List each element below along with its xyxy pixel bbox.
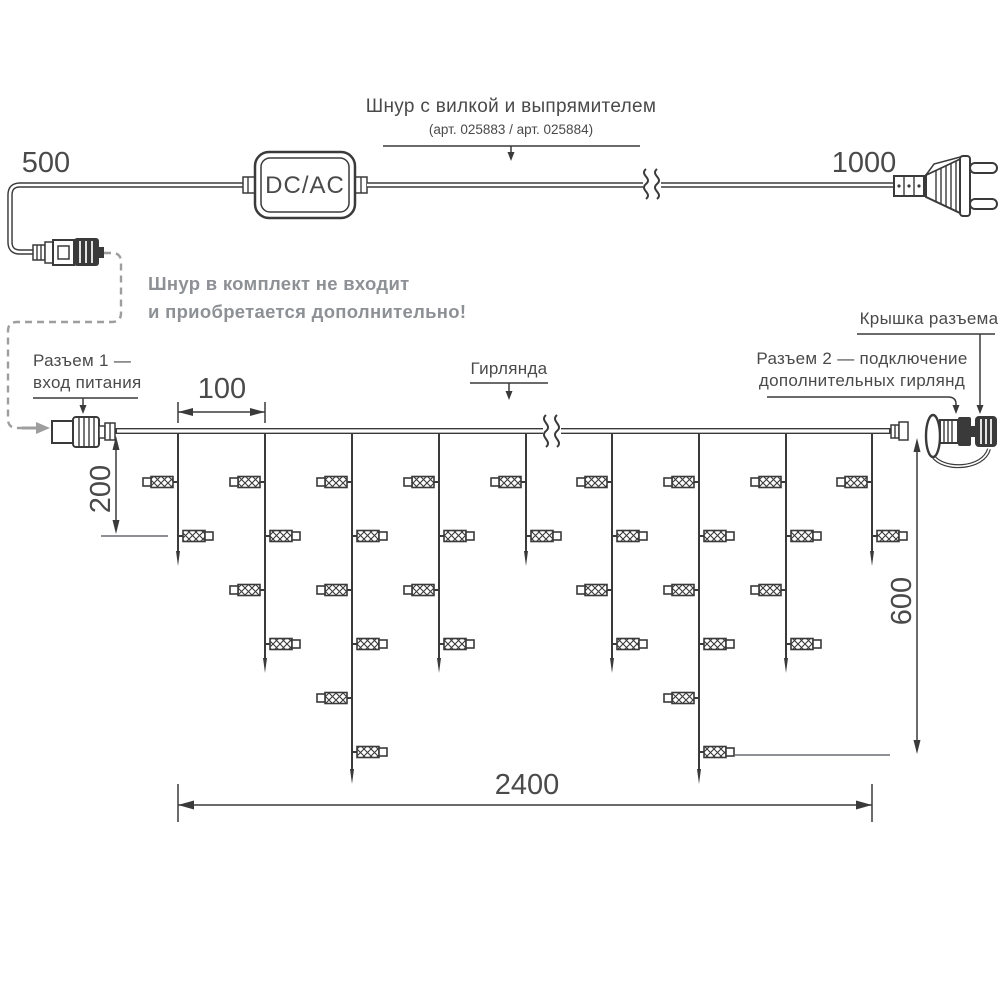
- box-left-nub: [243, 177, 255, 193]
- garland-drop: [143, 434, 213, 566]
- plug-prong-top: [970, 163, 997, 173]
- cord-break-icon: [644, 169, 659, 199]
- lamp-icon: [751, 477, 786, 488]
- garland-drop: [230, 434, 300, 673]
- cord-connector-icon: [33, 238, 104, 266]
- arrow-right-icon: [250, 408, 265, 416]
- lamp-icon: [837, 477, 872, 488]
- dim-2400: [178, 769, 872, 822]
- dc-ac-converter: [243, 152, 367, 218]
- lamp-icon: [751, 585, 786, 596]
- garland-connector2-icon: [891, 415, 989, 466]
- garland-drop: [491, 434, 561, 566]
- arrow-down-icon: [80, 405, 87, 414]
- connector2-label-line1: Разъем 2 — подключение: [756, 349, 968, 368]
- garland-drop: [577, 434, 647, 673]
- lamp-icon: [526, 531, 561, 542]
- arrow-down-icon: [506, 391, 513, 400]
- lamp-icon: [352, 531, 387, 542]
- lamp-icon: [265, 531, 300, 542]
- gray-arrow-right-icon: [36, 422, 50, 434]
- lamp-icon: [317, 585, 352, 596]
- lamp-icon: [577, 477, 612, 488]
- connector1-label-line2: вход питания: [33, 373, 142, 392]
- connector-cap-icon: [971, 416, 997, 447]
- lamp-icon: [317, 693, 352, 704]
- lamp-icon: [230, 585, 265, 596]
- garland-drop: [664, 434, 734, 784]
- lamp-icon: [786, 639, 821, 650]
- lamp-icon: [143, 477, 178, 488]
- garland-connector1-icon: [52, 417, 115, 447]
- lamp-icon: [404, 477, 439, 488]
- lamp-icon: [699, 639, 734, 650]
- dim-500-label: 500: [21, 147, 71, 179]
- lamp-icon: [439, 639, 474, 650]
- dim-100: [178, 373, 265, 423]
- connector2-callout: [756, 349, 967, 414]
- lamp-icon: [352, 747, 387, 758]
- cap-label: Крышка разъема: [859, 309, 999, 328]
- connector1-label-line1: Разъем 1 —: [33, 351, 132, 370]
- lamp-icon: [230, 477, 265, 488]
- lamp-icon: [664, 477, 699, 488]
- note-line2: и приобретается дополнительно!: [148, 301, 467, 322]
- lamp-icon: [612, 639, 647, 650]
- lamp-icon: [265, 639, 300, 650]
- dim-100-label: 100: [197, 373, 247, 405]
- garland-callout: [470, 359, 548, 400]
- power-cord-section: [10, 96, 997, 266]
- arrow-left-icon: [178, 801, 194, 810]
- lamp-icon: [664, 693, 699, 704]
- lamp-icon: [664, 585, 699, 596]
- arrow-down-icon: [914, 740, 921, 754]
- arrow-up-icon: [914, 438, 921, 452]
- note-not-included: [148, 273, 466, 322]
- lamp-icon: [178, 531, 213, 542]
- lamp-icon: [699, 531, 734, 542]
- arrow-down-icon: [953, 405, 960, 414]
- garland-drop: [317, 434, 387, 784]
- garland-drop: [837, 434, 907, 566]
- dim-2400-label: 2400: [494, 769, 560, 801]
- arrow-down-icon: [977, 405, 984, 414]
- cord-subtitle: (арт. 025883 / арт. 025884): [428, 122, 594, 137]
- lamp-icon: [786, 531, 821, 542]
- garland-drops: [143, 434, 907, 784]
- plug-icon: [894, 156, 997, 216]
- connector1-callout: [33, 351, 142, 414]
- dim-200-label: 200: [85, 464, 117, 514]
- arrow-down-icon: [508, 152, 515, 161]
- lamp-icon: [439, 531, 474, 542]
- dashed-connection-path: [8, 253, 121, 434]
- lamp-icon: [612, 531, 647, 542]
- cord-title: Шнур с вилкой и выпрямителем: [365, 96, 657, 117]
- dim-600-label: 600: [886, 576, 918, 626]
- arrow-right-icon: [856, 801, 872, 810]
- dim-1000-label: 1000: [831, 147, 897, 179]
- garland-drop: [751, 434, 821, 673]
- lamp-icon: [317, 477, 352, 488]
- note-line1: Шнур в комплект не входит: [148, 273, 410, 294]
- lamp-icon: [577, 585, 612, 596]
- plug-prong-bottom: [970, 199, 997, 209]
- wire-break-icon: [544, 415, 559, 447]
- connector2-label-line2: дополнительных гирлянд: [758, 371, 966, 390]
- garland-drop: [404, 434, 474, 673]
- lamp-icon: [872, 531, 907, 542]
- converter-label: DC/AC: [265, 172, 345, 199]
- lamp-icon: [491, 477, 526, 488]
- lamp-icon: [352, 639, 387, 650]
- garland-section: [52, 415, 997, 784]
- cord-title-annotation: [366, 96, 656, 161]
- arrow-left-icon: [178, 408, 193, 416]
- arrow-down-icon: [113, 520, 120, 534]
- garland-label: Гирлянда: [470, 359, 548, 378]
- lamp-icon: [699, 747, 734, 758]
- lamp-icon: [404, 585, 439, 596]
